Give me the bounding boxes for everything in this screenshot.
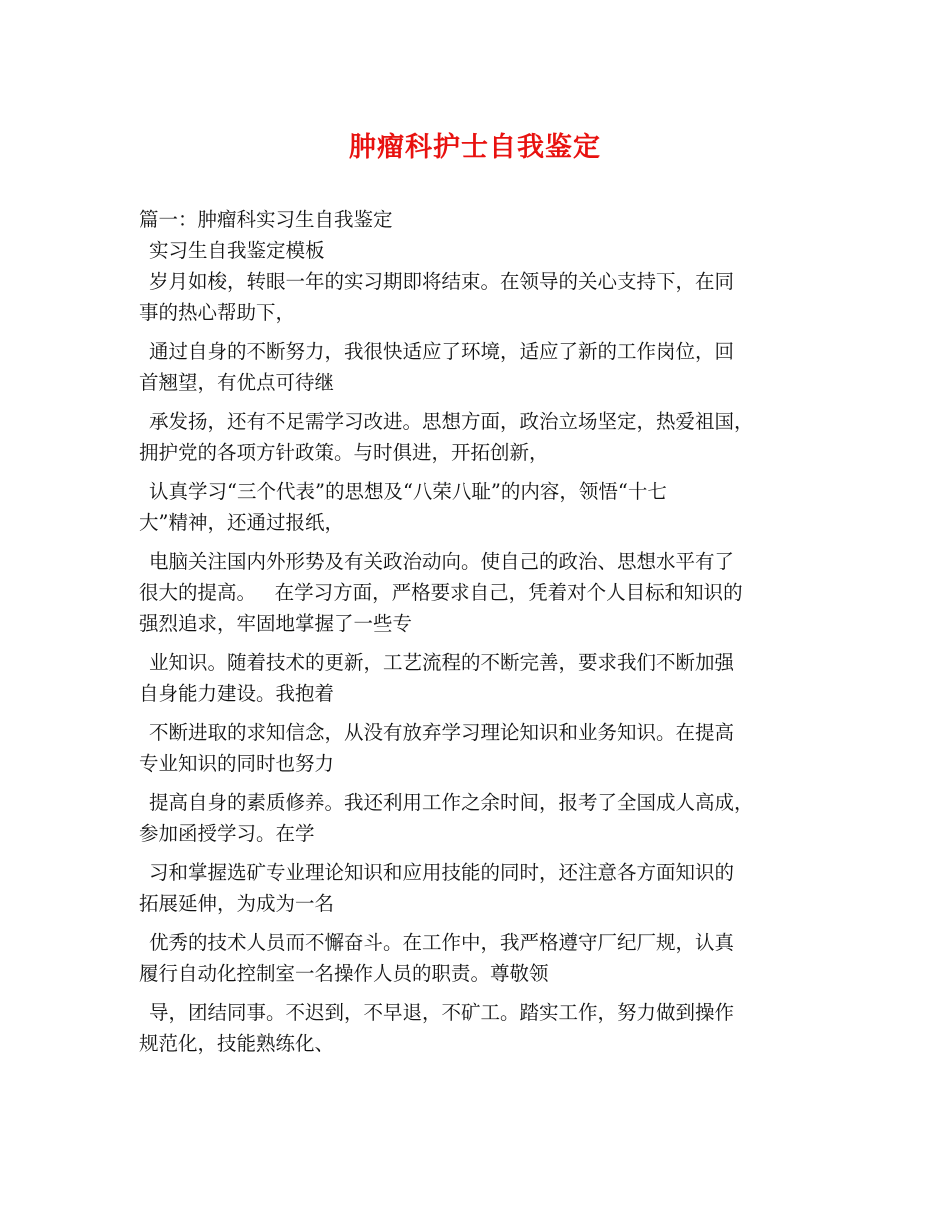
paragraph-line: 首翘望，有优点可待继 <box>139 371 335 394</box>
paragraph-line: 业知识。随着技术的更新，工艺流程的不断完善，要求我们不断加强 <box>149 651 735 674</box>
paragraph-line: 专业知识的同时也努力 <box>139 752 335 775</box>
paragraph-line: 参加函授学习。在学 <box>139 822 315 845</box>
paragraph-line: 承发扬，还有不足需学习改进。思想方面，政治立场坚定，热爱祖国， <box>149 410 754 433</box>
paragraph-line: 强烈追求，牢固地掌握了一些专 <box>139 612 413 635</box>
document-title: 肿瘤科护士自我鉴定 <box>349 132 601 163</box>
paragraph-line: 很大的提高。 在学习方面，严格要求自己，凭着对个人目标和知识的 <box>139 581 743 604</box>
paragraph-line: 实习生自我鉴定模板 <box>149 239 325 262</box>
paragraph-line: 自身能力建设。我抱着 <box>139 682 335 705</box>
paragraph-gap <box>139 639 819 647</box>
paragraph-line: 大”精神，还通过报纸， <box>139 511 344 534</box>
paragraph-line: 拥护党的各项方针政策。与时俱进，开拓创新， <box>139 441 549 464</box>
paragraph-gap <box>139 398 819 406</box>
paragraph-gap <box>139 989 819 997</box>
paragraph-line: 电脑关注国内外形势及有关政治动向。使自己的政治、思想水平有了 <box>149 550 735 573</box>
paragraph-line: 不断进取的求知信念，从没有放弃学习理论知识和业务知识。在提高 <box>149 721 735 744</box>
paragraph-line: 通过自身的不断努力，我很快适应了环境，适应了新的工作岗位，回 <box>149 340 735 363</box>
document-body <box>139 204 819 1059</box>
paragraph-gap <box>139 328 819 336</box>
paragraph-gap <box>139 468 819 476</box>
paragraph-line: 认真学习“三个代表”的思想及“八荣八耻”的内容，领悟“十七 <box>149 480 667 503</box>
paragraph-line: 优秀的技术人员而不懈奋斗。在工作中，我严格遵守厂纪厂规，认真 <box>149 931 735 954</box>
paragraph-gap <box>139 709 819 717</box>
paragraph-gap <box>139 919 819 927</box>
paragraph-line: 履行自动化控制室一名操作人员的职责。尊敬领 <box>139 962 549 985</box>
paragraph-line: 习和掌握选矿专业理论知识和应用技能的同时，还注意各方面知识的 <box>149 861 735 884</box>
section-heading: 篇一：肿瘤科实习生自我鉴定 <box>139 208 393 231</box>
paragraph-line: 拓展延伸，为成为一名 <box>139 892 335 915</box>
paragraph-gap <box>139 538 819 546</box>
paragraph-line: 提高自身的素质修养。我还利用工作之余时间，报考了全国成人高成， <box>149 791 754 814</box>
paragraph-line: 导，团结同事。不迟到，不早退，不矿工。踏实工作，努力做到操作 <box>149 1001 735 1024</box>
paragraph-gap <box>139 849 819 857</box>
paragraph-line: 岁月如梭，转眼一年的实习期即将结束。在领导的关心支持下，在同 <box>149 270 735 293</box>
paragraph-line: 事的热心帮助下， <box>139 301 296 324</box>
paragraph-gap <box>139 779 819 787</box>
paragraph-line: 规范化，技能熟练化、 <box>139 1032 335 1055</box>
